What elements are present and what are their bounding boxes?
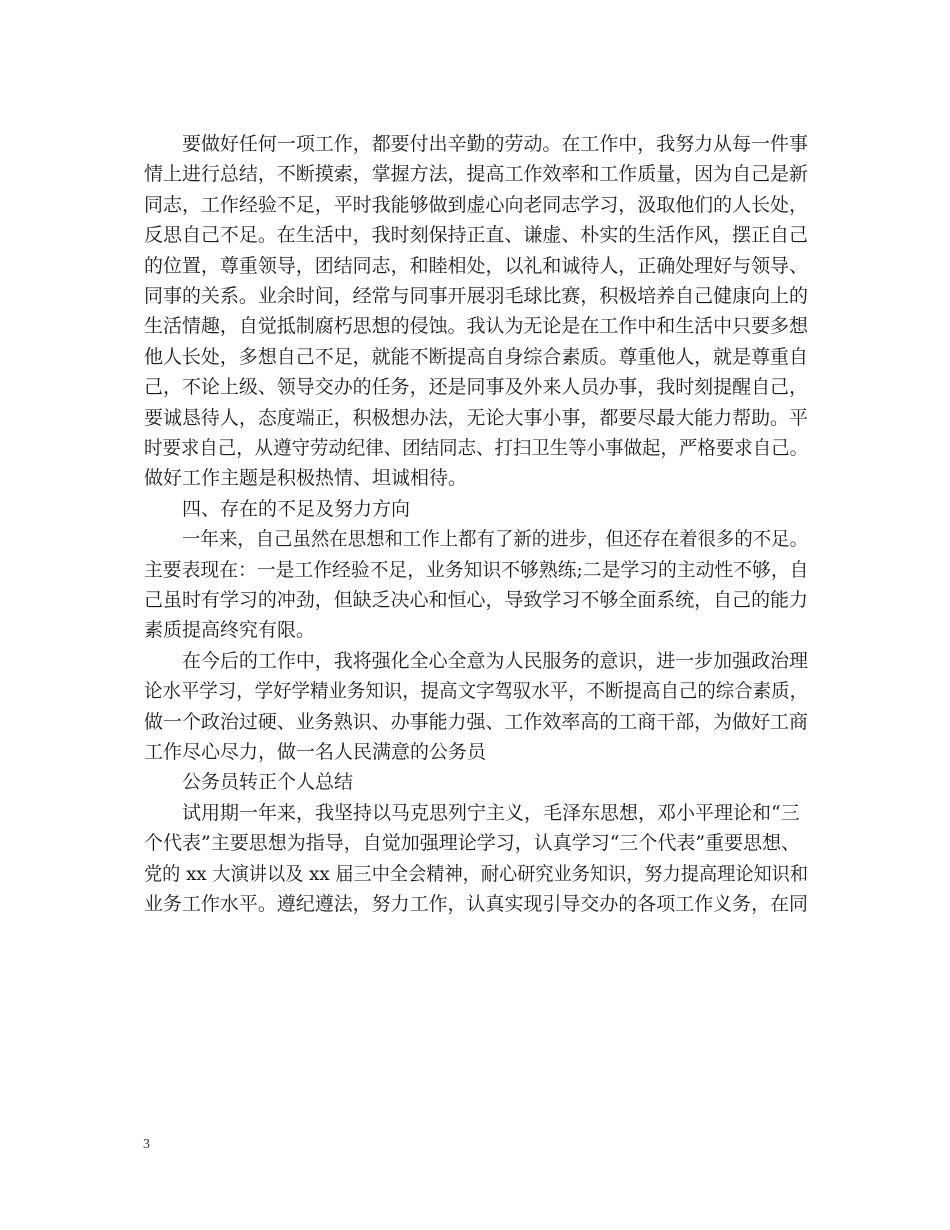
text-line: 生活情趣，自觉抵制腐朽思想的侵蚀。我认为无论是在工作中和生活中只要多想 [144, 315, 809, 338]
text-line: 的位置，尊重领导，团结同志，和睦相处，以礼和诚待人，正确处理好与领导、 [144, 254, 809, 277]
text-line: 党的 xx 大演讲以及 xx 届三中全会精神，耐心研究业务知识，努力提高理论知识和 [144, 862, 809, 885]
text-line: 做一个政治过硬、业务熟识、办事能力强、工作效率高的工商干部，为做好工商 [144, 710, 809, 733]
text-line: 四、存在的不足及努力方向 [182, 497, 411, 520]
text-line: 主要表现在：一是工作经验不足，业务知识不够熟练;二是学习的主动性不够，自 [144, 558, 809, 581]
text-line: 要做好任何一项工作，都要付出辛勤的劳动。在工作中，我努力从每一件事 [182, 133, 809, 155]
text-line: 己虽时有学习的冲劲，但缺乏决心和恒心，导致学习不够全面系统，自己的能力 [144, 589, 809, 611]
text-line: 时要求自己，从遵守劳动纪律、团结同志、打扫卫生等小事做起，严格要求自己。 [144, 437, 809, 459]
text-line: 做好工作主题是积极热情、坦诚相待。 [144, 467, 468, 490]
text-line: 要诚恳待人，态度端正，积极想办法，无论大事小事，都要尽最大能力帮助。平 [144, 406, 809, 429]
text-line: 同志，工作经验不足，平时我能够做到虚心向老同志学习，汲取他们的人长处， [144, 193, 809, 216]
text-line: 在今后的工作中，我将强化全心全意为人民服务的意识，进一步加强政治理 [182, 649, 809, 672]
text-line: 素质提高终究有限。 [144, 619, 316, 642]
text-line: 个代表”主要思想为指导，自觉加强理论学习，认真学习“三个代表”重要思想、 [144, 832, 801, 855]
text-line: 工作尽心尽力，做一名人民满意的公务员 [144, 741, 487, 763]
text-line: 论水平学习，学好学精业务知识，提高文字驾驭水平，不断提高自己的综合素质， [144, 680, 809, 703]
text-line: 同事的关系。业余时间，经常与同事开展羽毛球比赛，积极培养自己健康向上的 [144, 285, 809, 307]
text-line: 业务工作水平。遵纪遵法，努力工作，认真实现引导交办的各项工作义务，在同 [144, 893, 809, 915]
text-line: 试用期一年来，我坚持以马克思列宁主义，毛泽东思想，邓小平理论和“三 [182, 801, 800, 824]
text-line: 公务员转正个人总结 [182, 771, 354, 794]
text-line: 一年来，自己虽然在思想和工作上都有了新的进步，但还存在着很多的不足。 [182, 528, 808, 551]
text-line: 他人长处，多想自己不足，就能不断提高自身综合素质。尊重他人，就是尊重自 [144, 345, 809, 368]
text-line: 己，不论上级、领导交办的任务，还是同事及外来人员办事，我时刻提醒自己， [144, 376, 809, 399]
text-line: 情上进行总结，不断摸索，掌握方法，提高工作效率和工作质量，因为自己是新 [144, 163, 809, 186]
text-line: 反思自己不足。在生活中，我时刻保持正直、谦虚、朴实的生活作风，摆正自己 [144, 224, 809, 247]
page-number: 3 [143, 1137, 150, 1152]
